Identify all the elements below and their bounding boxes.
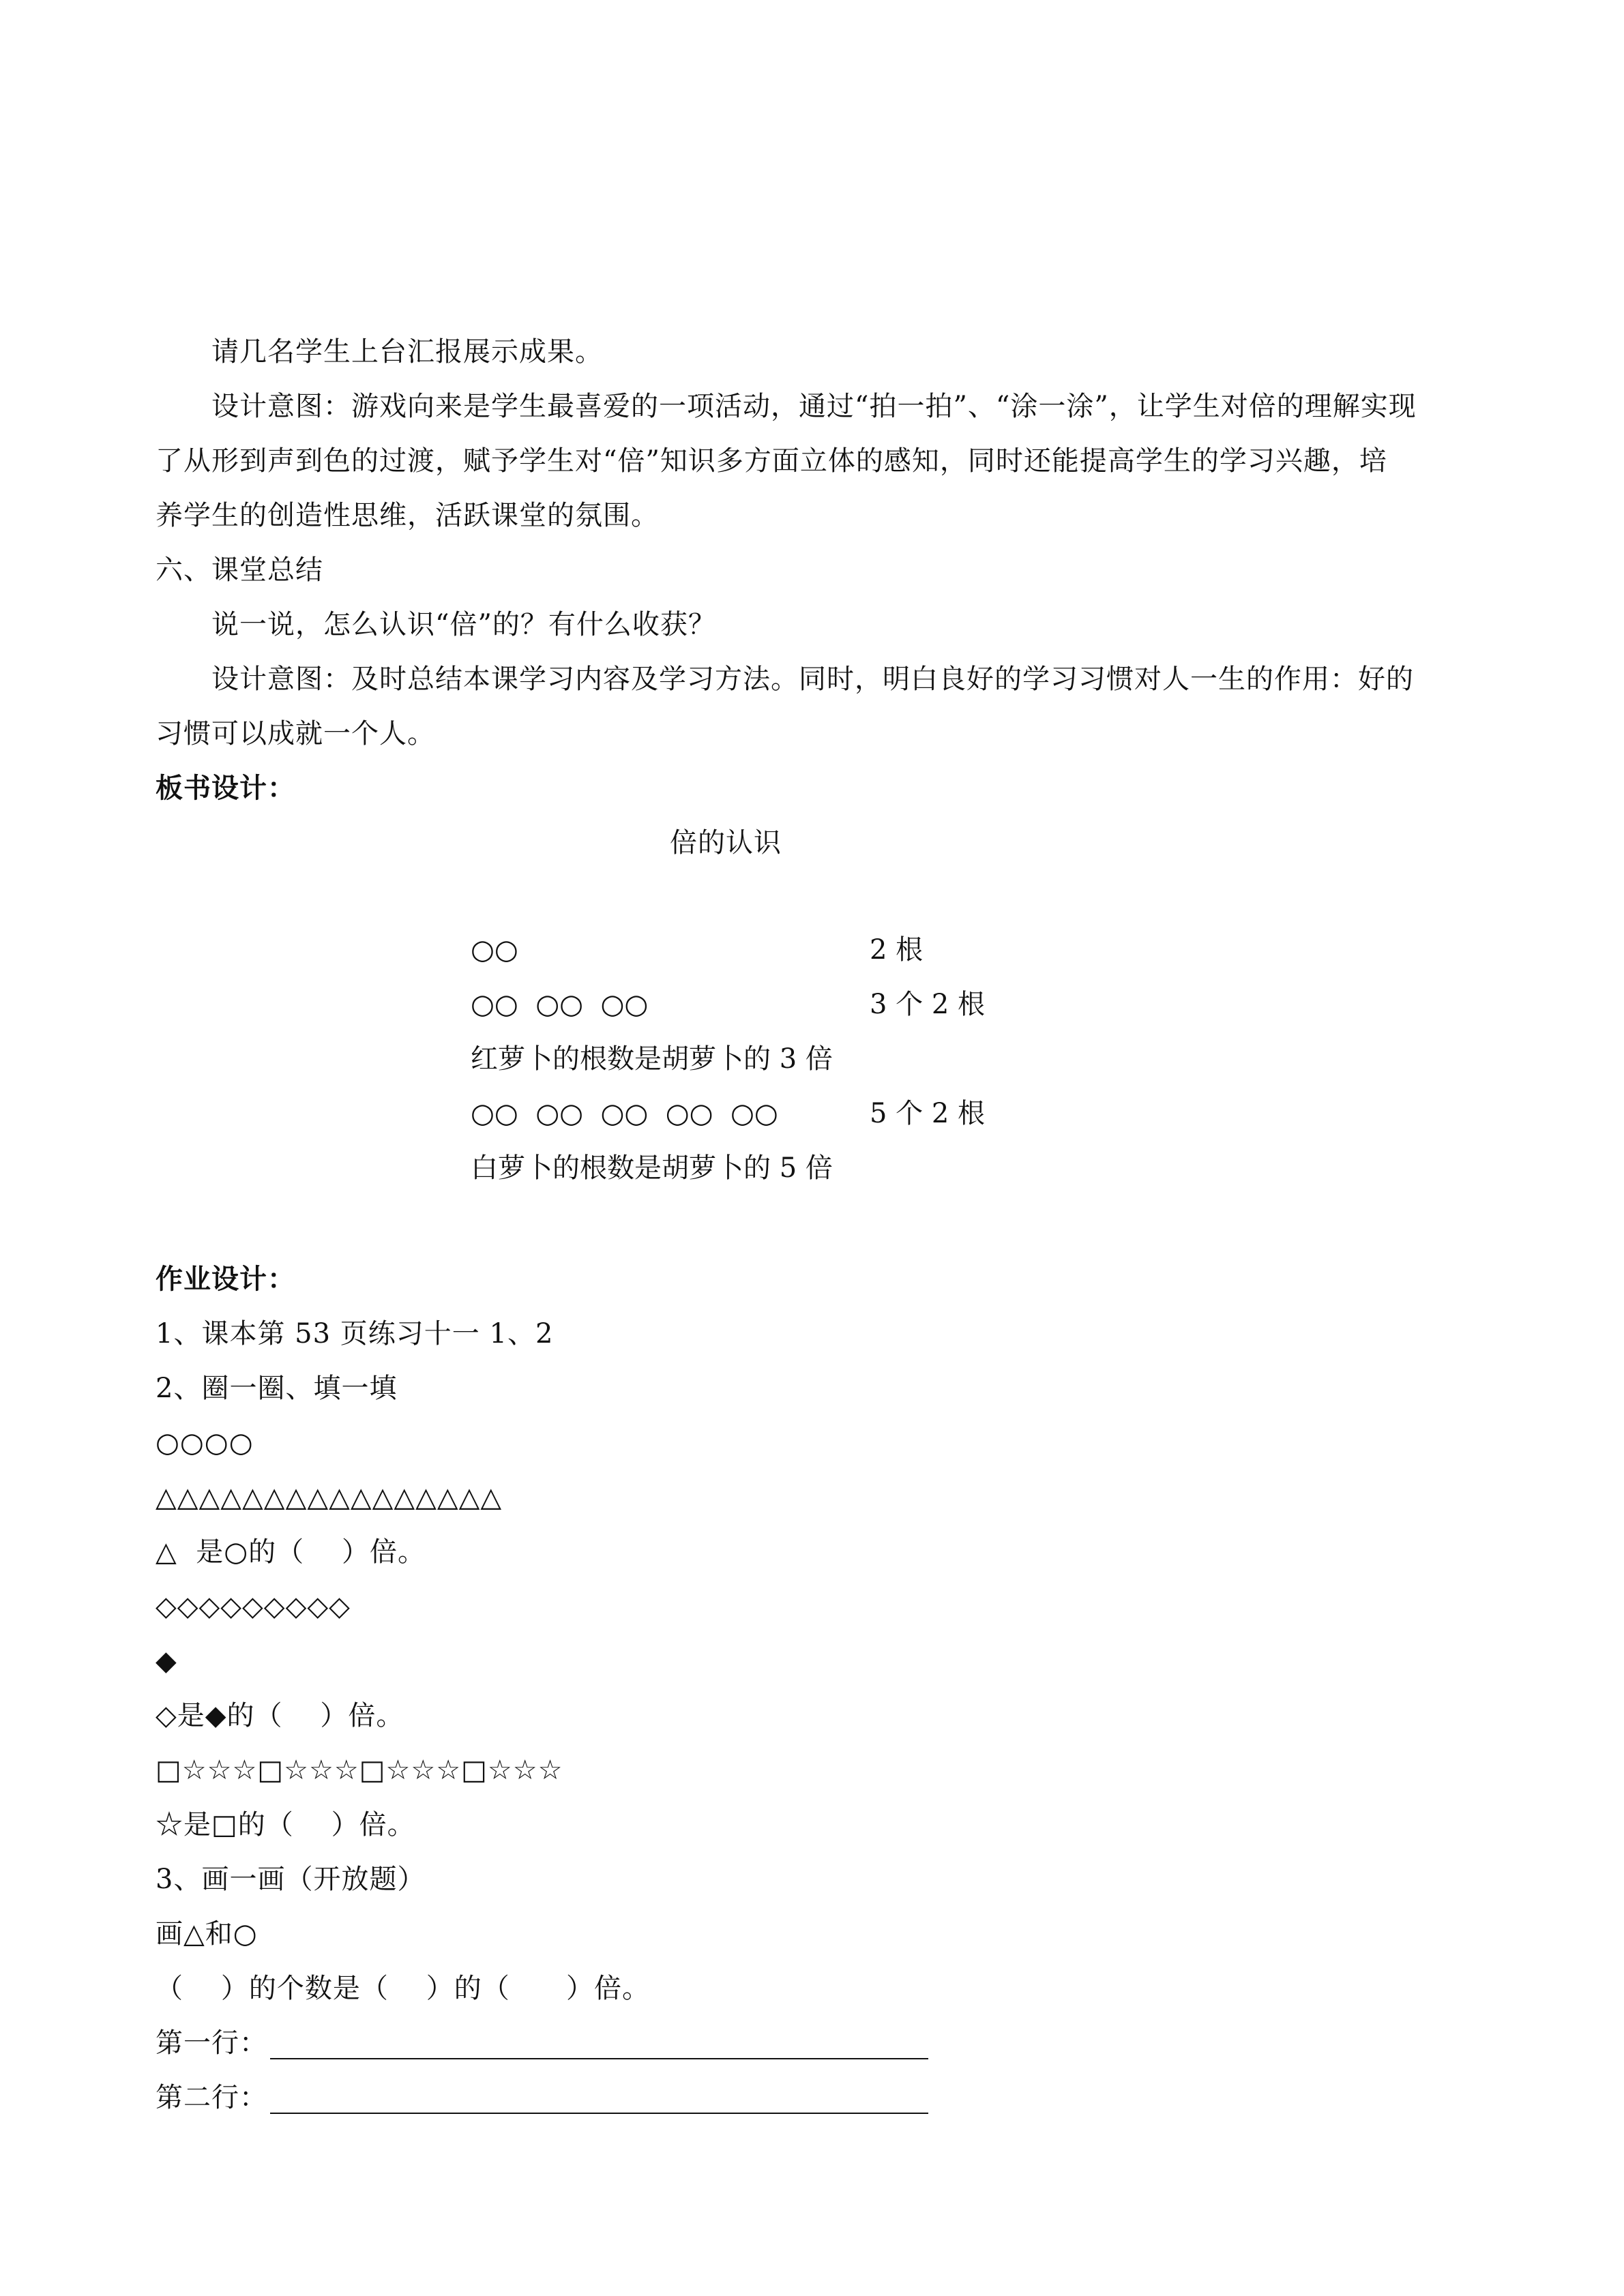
board-row bbox=[471, 1040, 1084, 1094]
paragraph-summary-question: 说一说，怎么认识“倍”的？有什么收获？ bbox=[211, 609, 716, 640]
draw-question: （ ）的个数是（ ）的（ ）倍。 bbox=[156, 1973, 651, 2004]
board-row-figure: ○○ bbox=[471, 934, 518, 966]
diamond-question: ◇是◆的（ ）倍。 bbox=[156, 1700, 404, 1731]
board-content bbox=[471, 931, 1084, 1204]
board-row bbox=[471, 985, 1084, 1040]
diamond-row: ◇◇◇◇◇◇◇◇◇ bbox=[156, 1591, 351, 1622]
section-heading-summary: 六、课堂总结 bbox=[156, 554, 323, 586]
board-row-figure: ○○ ○○ ○○ ○○ ○○ bbox=[471, 1098, 778, 1129]
board-row-statement: 红萝卜的根数是胡萝卜的 3 倍 bbox=[471, 1043, 833, 1075]
star-question: ☆是□的（ ）倍。 bbox=[156, 1809, 415, 1840]
paragraph-design-intent-1-cont: 了从形到声到色的过渡，赋予学生对“倍”知识多方面立体的感知，同时还能提高学生的学习兴趣，培 bbox=[156, 445, 1387, 477]
board-title: 倍的认识 bbox=[670, 827, 782, 859]
paragraph-design-intent-2: 设计意图：及时总结本课学习内容及学习方法。同时，明白良好的学习习惯对人一生的作用：好的 bbox=[211, 664, 1414, 695]
circle-row: ○○○○ bbox=[156, 1427, 254, 1459]
filled-diamond-row: ◆ bbox=[156, 1645, 177, 1677]
square-star-row: □☆☆☆□☆☆☆□☆☆☆□☆☆☆ bbox=[156, 1755, 563, 1786]
board-row bbox=[471, 931, 1084, 985]
row-2-answer-line[interactable] bbox=[270, 2113, 928, 2114]
board-row-count: 5 个 2 根 bbox=[870, 1098, 986, 1129]
triangle-row: △△△△△△△△△△△△△△△△ bbox=[156, 1482, 503, 1513]
homework-item-3: 3、画一画（开放题） bbox=[156, 1864, 426, 1895]
triangle-question: △ 是○的（ ）倍。 bbox=[156, 1536, 426, 1568]
board-row bbox=[471, 1094, 1084, 1149]
board-row-statement: 白萝卜的根数是胡萝卜的 5 倍 bbox=[471, 1152, 833, 1184]
board-row-count: 2 根 bbox=[870, 934, 924, 966]
paragraph-design-intent-1: 设计意图：游戏向来是学生最喜爱的一项活动，通过“拍一拍”、“涂一涂”，让学生对倍的理解实现 bbox=[211, 391, 1417, 422]
board-row-figure: ○○ ○○ ○○ bbox=[471, 989, 649, 1020]
homework-heading: 作业设计： bbox=[156, 1264, 295, 1295]
paragraph-presentation: 请几名学生上台汇报展示成果。 bbox=[211, 336, 603, 368]
draw-instruction: 画△和○ bbox=[156, 1918, 258, 1950]
homework-item-1: 1、课本第 53 页练习十一 1、2 bbox=[156, 1318, 554, 1350]
row-1-label: 第一行： bbox=[156, 2027, 267, 2059]
row-1-answer-line[interactable] bbox=[270, 2058, 928, 2059]
homework-item-2: 2、圈一圈、填一填 bbox=[156, 1373, 398, 1404]
board-design-heading: 板书设计： bbox=[156, 773, 295, 804]
row-2-label: 第二行： bbox=[156, 2082, 267, 2113]
paragraph-design-intent-2-end: 习惯可以成就一个人。 bbox=[156, 718, 435, 749]
paragraph-design-intent-1-end: 养学生的创造性思维，活跃课堂的氛围。 bbox=[156, 500, 659, 531]
board-row-count: 3 个 2 根 bbox=[870, 989, 986, 1020]
board-row bbox=[471, 1149, 1084, 1204]
